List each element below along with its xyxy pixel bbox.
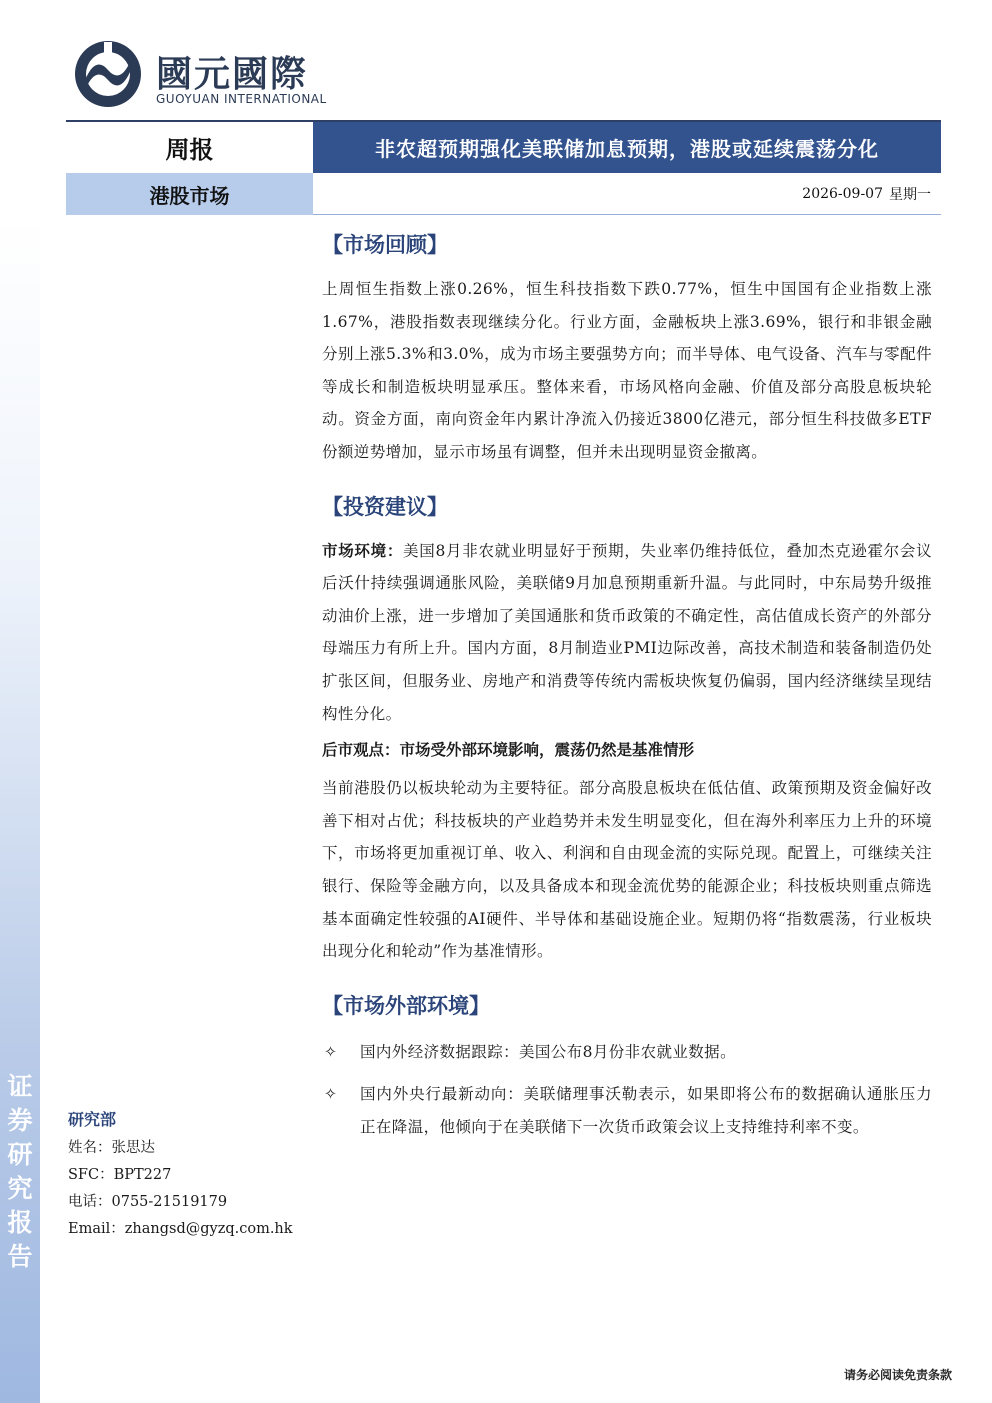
analyst-contact <box>68 1106 308 1243</box>
company-logo <box>72 38 342 110</box>
logo-name-cn: 國元國際 <box>156 54 309 95</box>
logo-emblem-icon <box>72 38 144 110</box>
analyst-sfc: SFC：BPT227 <box>68 1167 172 1183</box>
side-label: 证 券 研 究 报 告 <box>7 1072 33 1271</box>
report-date: 2026-09-07 <box>802 185 883 202</box>
disclaimer-note: 请务必阅读免责条款 <box>843 1368 952 1382</box>
date-line <box>313 173 941 215</box>
section-heading-review: 【市场回顾】 <box>322 233 448 257</box>
outlook-paragraph: 当前港股仍以板块轮动为主要特征。部分高股息板块在低估值、政策预期及资金偏好改善下相对占优；科技板块的产业趋势并未发生明显变化，但在海外利率压力上升的环境下，市场将更加重视订单、收入、利润和自由现金流的实际兑现。配置上，可继续关注银行、保险等金融方向，以及具备成本和现金流优势的能源企业；科技板块则重点筛选基本面确定性较强的AI硬件、半导体和基础设施企业。短期仍将“指数震荡，行业板块出现分化和轮动”作为基准情形。 <box>322 779 932 961</box>
section-heading-external: 【市场外部环境】 <box>322 993 490 1018</box>
report-weekday: 星期一 <box>889 186 931 203</box>
report-title: 非农超预期强化美联储加息预期，港股或延续震荡分化 <box>313 122 941 173</box>
department: 研究部 <box>68 1110 117 1129</box>
analyst-phone: 电话：0755-21519179 <box>68 1194 228 1210</box>
list-item: ✧ 国内外经济数据跟踪：美国公布8月份非农就业数据。 <box>322 1036 932 1069</box>
env-text: 美国8月非农就业明显好于预期，失业率仍维持低位，叠加杰克逊霍尔会议后沃什持续强调通胀风险，美联储9月加息预期重新升温。与此同时，中东局势升级推动油价上涨，进一步增加了美国通胀和货币政策的不确定性，高估值成长资产的外部分母端压力有所上升。国内方面，8月制造业PMI边际改善，高技术制造和装备制造仍处扩张区间，但服务业、房地产和消费等传统内需板块恢复仍偏弱，国内经济继续呈现结构性分化。 <box>322 541 932 723</box>
list-item: ✧ 国内外央行最新动向：美联储理事沃勒表示，如果即将公布的数据确认通胀压力正在降温，他倾向于在美联储下一次货币政策会议上支持维持利率不变。 <box>322 1078 932 1143</box>
market-environment-paragraph <box>322 535 932 731</box>
diamond-bullet-icon: ✧ <box>324 1042 338 1061</box>
env-label: 市场环境： <box>322 541 404 560</box>
section-heading-advice: 【投资建议】 <box>322 494 448 519</box>
analyst-name: 姓名：张思达 <box>68 1140 155 1156</box>
review-paragraph: 上周恒生指数上涨0.26%，恒生科技指数下跌0.77%，恒生中国国有企业指数上涨1.67%，港股指数表现继续分化。行业方面，金融板块上涨3.69%，银行和非银金融分别上涨5.3%和3.0%，成为市场主要强势方向；而半导体、电气设备、汽车与零配件等成长和制造板块明显承压。整体来看，市场风格向金融、价值及部分高股息板块轮动。资金方面，南向资金年内累计净流入仍接近3800亿港元，部分恒生科技做多ETF份额逆势增加，显示市场虽有调整，但并未出现明显资金撤离。 <box>322 280 932 461</box>
main-content <box>322 225 932 1153</box>
external-list <box>322 1036 932 1144</box>
analyst-email: Email：zhangsd@gyzq.com.hk <box>68 1221 293 1237</box>
diamond-bullet-icon: ✧ <box>324 1085 338 1104</box>
outlook-heading: 后市观点：市场受外部环境影响，震荡仍然是基准情形 <box>322 741 695 760</box>
report-type: 周报 <box>66 122 313 173</box>
market-label: 港股市场 <box>66 173 313 215</box>
logo-name-en: GUOYUAN INTERNATIONAL <box>156 92 327 106</box>
